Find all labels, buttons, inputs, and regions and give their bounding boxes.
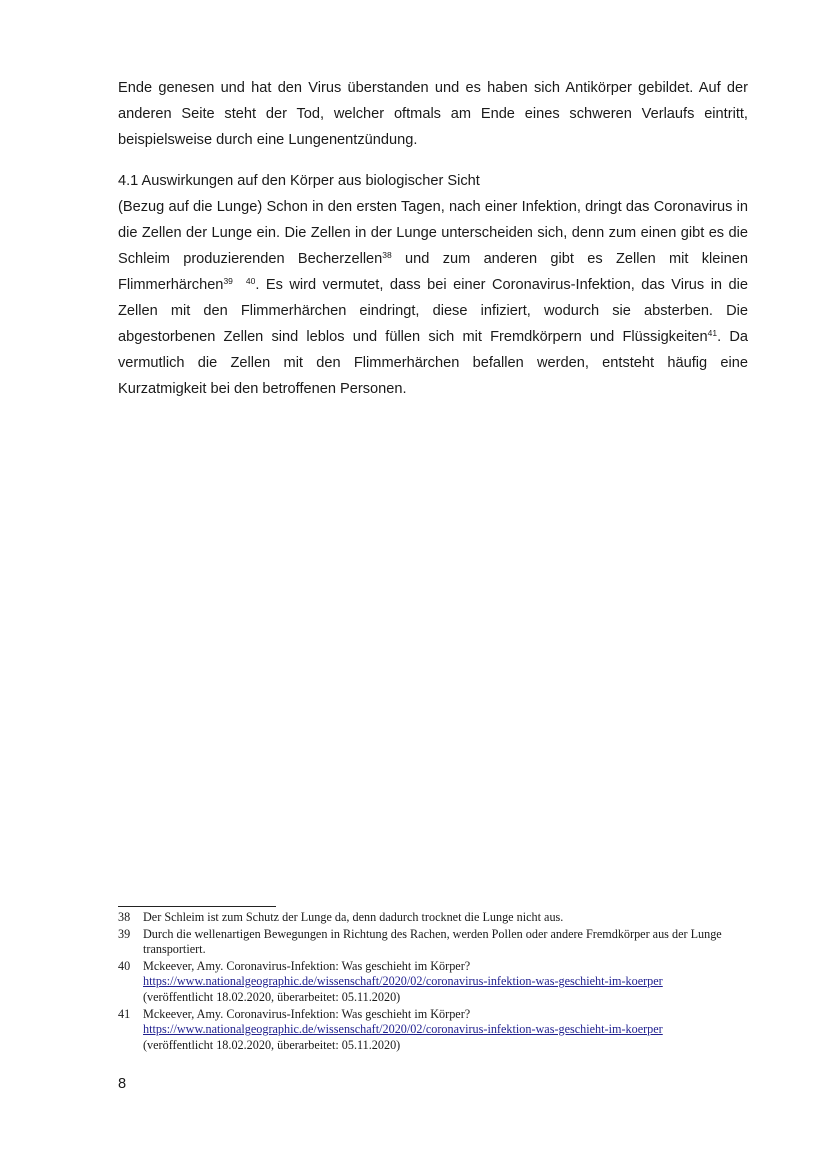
body-paragraph-2 [118,194,748,402]
footnote-number: 40 [118,958,131,973]
footnote-39 [118,927,758,958]
paragraph-text: . Da vermutlich die Zellen mit den Flimmerhärchen befallen werden, entsteht häufig eine Kurzatmigkeit bei den betroffenen Personen. [118,329,748,397]
footnote-body [143,927,758,958]
footnote-text: Mckeever, Amy. Coronavirus-Infektion: Was geschieht im Körper? [143,958,471,973]
page-number: 8 [118,1076,127,1092]
footnote-body [143,1007,758,1054]
footnote-38 [118,910,758,926]
footnote-41 [118,1007,758,1054]
footnote-number: 39 [118,926,131,941]
paragraph-text: und zum anderen gibt es Zellen mit kleinen Flimmerhärchen [118,251,748,293]
body-paragraph-1 [118,75,748,153]
footnote-number: 41 [118,1006,131,1021]
footnote-body [143,910,758,926]
footnote-date: (veröffentlicht 18.02.2020, überarbeitet: 05.11.2020) [143,989,401,1004]
section-block [118,168,748,402]
paragraph-text: . Es wird vermutet, dass bei einer Coronavirus-Infektion, das Virus in die Zellen mit den Flimmerhärchen eindringt, diese infiziert, wodurch sie absterben. Die abgestorbenen Zellen sind leblos und füllen sich mit Fremdkörpern und Flüssigkeiten [118,277,748,345]
footnote-number: 38 [118,910,131,924]
footnote-ref-41[interactable]: 41 [707,328,718,338]
footnote-separator [118,906,276,907]
paragraph-text: (Bezug auf die Lunge) Schon in den ersten Tagen, nach einer Infektion, dringt das Coronavirus in die Zellen der Lunge ein. Die Zellen in der Lunge unterscheiden sich, denn zum einen gibt es die Schleim produzierenden Becherzellen [118,199,748,267]
footnote-ref-39[interactable]: 39 [223,276,233,286]
footnote-text: Durch die wellenartigen Bewegungen in Richtung des Rachen, werden Pollen oder andere Fremdkörper aus der Lunge transportiert. [143,926,722,957]
footnote-40 [118,959,758,1006]
footnote-body [143,959,758,1006]
paragraph-text: Ende genesen und hat den Virus überstanden und es haben sich Antikörper gebildet. Auf der anderen Seite steht der Tod, welcher oftmals am Ende eines schweren Verlaufs eintritt, beispielsweise durch eine Lungenentzündung. [118,80,748,148]
footnote-link[interactable]: https://www.nationalgeographic.de/wissenschaft/2020/02/coronavirus-infektion-was-geschieht-im-koerper [143,974,663,989]
footnote-text: Mckeever, Amy. Coronavirus-Infektion: Was geschieht im Körper? [143,1006,471,1021]
footnote-date: (veröffentlicht 18.02.2020, überarbeitet: 05.11.2020) [143,1037,401,1052]
section-heading: 4.1 Auswirkungen auf den Körper aus biologischer Sicht [118,173,480,189]
footnote-ref-38[interactable]: 38 [382,250,392,260]
footnote-ref-40[interactable]: 40 [245,276,256,286]
footnote-text: Der Schleim ist zum Schutz der Lunge da, denn dadurch trocknet die Lunge nicht aus. [143,910,564,924]
footnotes [118,910,758,1054]
footnote-link[interactable]: https://www.nationalgeographic.de/wissenschaft/2020/02/coronavirus-infektion-was-geschieht-im-koerper [143,1022,663,1037]
